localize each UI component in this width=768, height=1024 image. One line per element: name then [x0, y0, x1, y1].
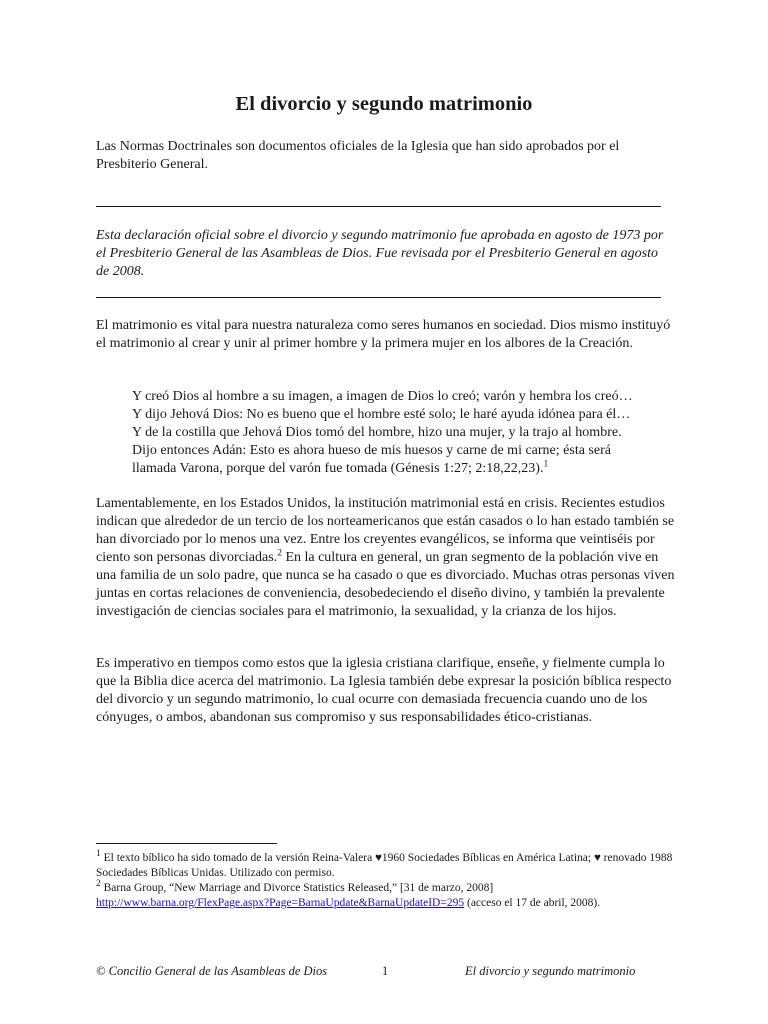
paragraph-imperative: Es imperativo en tiempos como estos que la iglesia cristiana clarifique, enseñe, y fielmente cumpla lo que la Biblia dice acerca del matrimonio. La Iglesia también debe expresar la posición bíblica respecto del divorcio y un segundo matrimonio, lo cual ocurre con demasiada frecuencia cuando uno de los cónyuges, o ambos, abandonan sus compromiso y sus responsabilidades ético-cristianas.: [96, 656, 672, 725]
document-title: El divorcio y segundo matrimonio: [235, 93, 533, 115]
quote-last-text: llamada Varona, porque del varón fue tomada (Génesis 1:27; 2:18,22,23).: [132, 461, 544, 476]
official-declaration: Esta declaración oficial sobre el divorcio y segundo matrimonio fue aprobada en agosto de 1973 por el Presbiterio General de las Asambleas de Dios. Fue revisada por el Presbiterio General en agosto de 2008.: [96, 228, 664, 279]
page-number: 1: [382, 964, 389, 978]
footer-copyright: © Concilio General de las Asambleas de Dios: [96, 964, 328, 978]
paragraph-crisis: [96, 495, 680, 621]
footnote-ref-2[interactable]: 2: [277, 548, 282, 559]
paragraph-marriage: El matrimonio es vital para nuestra naturaleza como seres humanos en sociedad. Dios mismo instituyó el matrimonio al crear y unir al primer hombre y la primera mujer en los albores de la Creación.: [96, 318, 671, 351]
footnote-2-access: (acceso el 17 de abril, 2008).: [464, 897, 601, 909]
footnote-2: [96, 881, 686, 911]
footnote-ref-1[interactable]: 1: [543, 459, 549, 470]
quote-line: Y creó Dios al hombre a su imagen, a imagen de Dios lo creó; varón y hembra los creó…: [132, 389, 633, 404]
footnote-1: [96, 851, 686, 881]
intro-paragraph: Las Normas Doctrinales son documentos oficiales de la Iglesia que han sido aprobados por el Presbiterio General.: [96, 139, 620, 172]
crisis-text-a: Lamentablemente, en los Estados Unidos, la institución matrimonial está en crisis. Recientes estudios indican que alrededor de un tercio de los norteamericanos que están casados o lo han estado también se han divorciado por lo menos una vez. Entre los creyentes evangélicos, se informa que veintiséis por ciento son personas divorciadas.: [96, 496, 675, 565]
barna-link[interactable]: http://www.barna.org/FlexPage.aspx?Page=BarnaUpdate&BarnaUpdateID=295: [96, 897, 465, 909]
scripture-quote: [132, 388, 682, 478]
footnote-number-1: 1: [96, 849, 101, 860]
footer-document-title: El divorcio y segundo matrimonio: [465, 964, 636, 978]
footnote-1-text: El texto bíblico ha sido tomado de la versión Reina-Valera ♥1960 Sociedades Bíblicas en América Latina; ♥ renovado 1988 Sociedades Bíblicas Unidas. Utilizado con permiso.: [96, 852, 673, 879]
bottom-divider: [96, 297, 661, 298]
quote-line: Dijo entonces Adán: Esto es ahora hueso de mis huesos y carne de mi carne; ésta será: [132, 443, 611, 458]
footnotes: [96, 851, 686, 911]
footnote-number-2: 2: [96, 879, 101, 890]
top-divider: [96, 206, 661, 207]
footnote-separator: [96, 843, 277, 844]
quote-line: Y dijo Jehová Dios: No es bueno que el hombre esté solo; le haré ayuda idónea para él…: [132, 407, 631, 422]
footnote-2-text: Barna Group, “New Marriage and Divorce Statistics Released,” [31 de marzo, 2008]: [100, 882, 494, 894]
quote-line-last: [132, 460, 682, 478]
crisis-text-b: En la cultura en general, un gran segmento de la población vive en una familia de un solo padre, que nunca se ha casado o que es divorciado. Muchas otras personas viven juntas en cortas relaciones de conveniencia, desobedeciendo el diseño divino, y también la prevalente investigación de ciencias sociales para el matrimonio, la sexualidad, y la crianza de los hijos.: [96, 550, 675, 619]
quote-line: Y de la costilla que Jehová Dios tomó del hombre, hizo una mujer, y la trajo al hombre.: [132, 425, 622, 440]
